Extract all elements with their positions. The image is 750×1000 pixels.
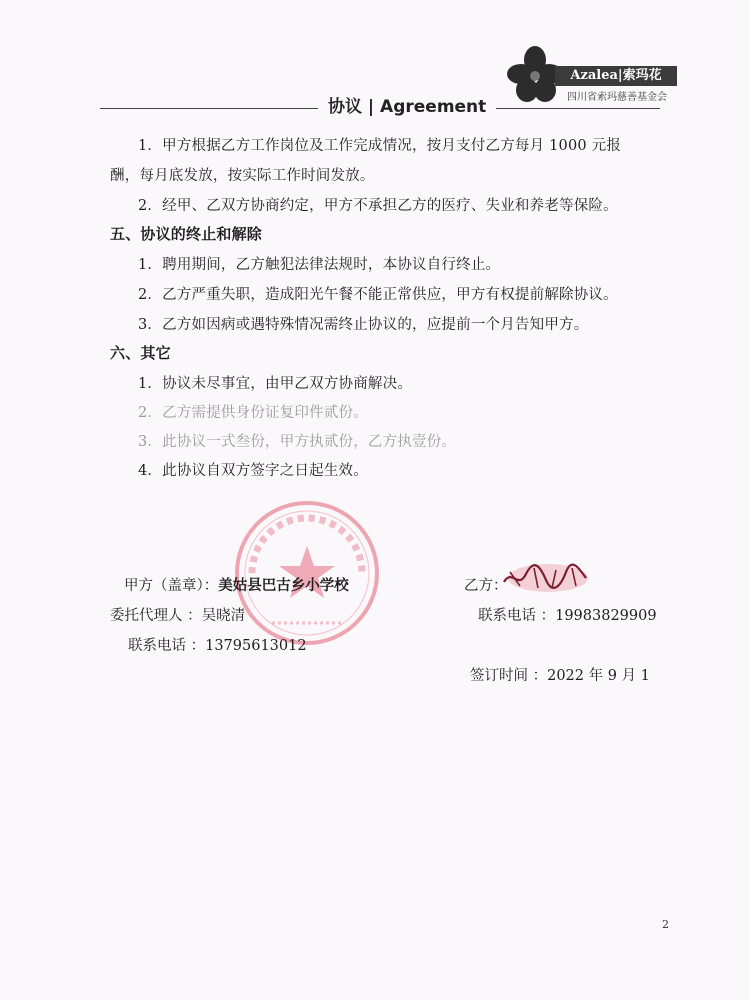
section-heading: 六、其它	[110, 344, 171, 362]
handwritten-signature-icon	[500, 560, 590, 594]
party-a-phone-value: 13795613012	[205, 638, 307, 654]
party-a-phone-label: 联系电话 ：	[128, 638, 206, 654]
clause-line: 1．甲方根据乙方工作岗位及工作完成情况，按月支付乙方每月 1000 元报	[138, 138, 622, 154]
official-seal-icon	[232, 498, 382, 648]
section-heading: 五、协议的终止和解除	[110, 225, 263, 243]
logo-band-text: Azalea|索玛花	[555, 66, 677, 86]
clause-line: 1．聘用期间，乙方触犯法律法规时，本协议自行终止。	[138, 257, 501, 273]
clause-line: 2．乙方需提供身份证复印件贰份。	[138, 405, 368, 421]
page-number: 2	[662, 918, 669, 931]
signing-date-field	[470, 664, 650, 685]
party-a-value: 美姑县巴古乡小学校	[218, 577, 349, 594]
agent-field	[110, 604, 245, 625]
clause-line: 酬，每月底发放，按实际工作时间发放。	[110, 168, 375, 184]
clause-line: 4．此协议自双方签字之日起生效。	[138, 463, 368, 479]
signing-date-label: 签订时间 ：	[470, 668, 548, 684]
clause-line: 3．乙方如因病或遇特殊情况需终止协议的，应提前一个月告知甲方。	[138, 317, 589, 333]
agent-label: 委托代理人 ：	[110, 608, 202, 624]
party-a-field	[124, 574, 349, 595]
party-a-phone-field	[128, 634, 307, 655]
clause-line: 2．乙方严重失职，造成阳光午餐不能正常供应，甲方有权提前解除协议。	[138, 287, 618, 303]
clause-line: 2．经甲、乙双方协商约定，甲方不承担乙方的医疗、失业和养老等保险。	[138, 198, 618, 214]
clause-line: 3．此协议一式叁份，甲方执贰份，乙方执壹份。	[138, 434, 457, 450]
agent-value: 吴晓清	[201, 608, 246, 624]
party-b-phone-value: 19983829909	[555, 608, 657, 624]
signing-date-value: 2022 年 9 月 1	[547, 668, 650, 684]
logo-subtitle: 四川省索玛慈善基金会	[567, 92, 667, 103]
party-a-label: 甲方（盖章）：	[124, 578, 219, 594]
party-b-label: 乙方：	[464, 578, 508, 594]
foundation-logo	[505, 44, 680, 108]
party-b-phone-field	[478, 604, 657, 625]
header-title: 协议 | Agreement	[318, 92, 496, 117]
party-b-phone-label: 联系电话 ：	[478, 608, 556, 624]
clause-line: 1．协议未尽事宜，由甲乙双方协商解决。	[138, 376, 413, 392]
